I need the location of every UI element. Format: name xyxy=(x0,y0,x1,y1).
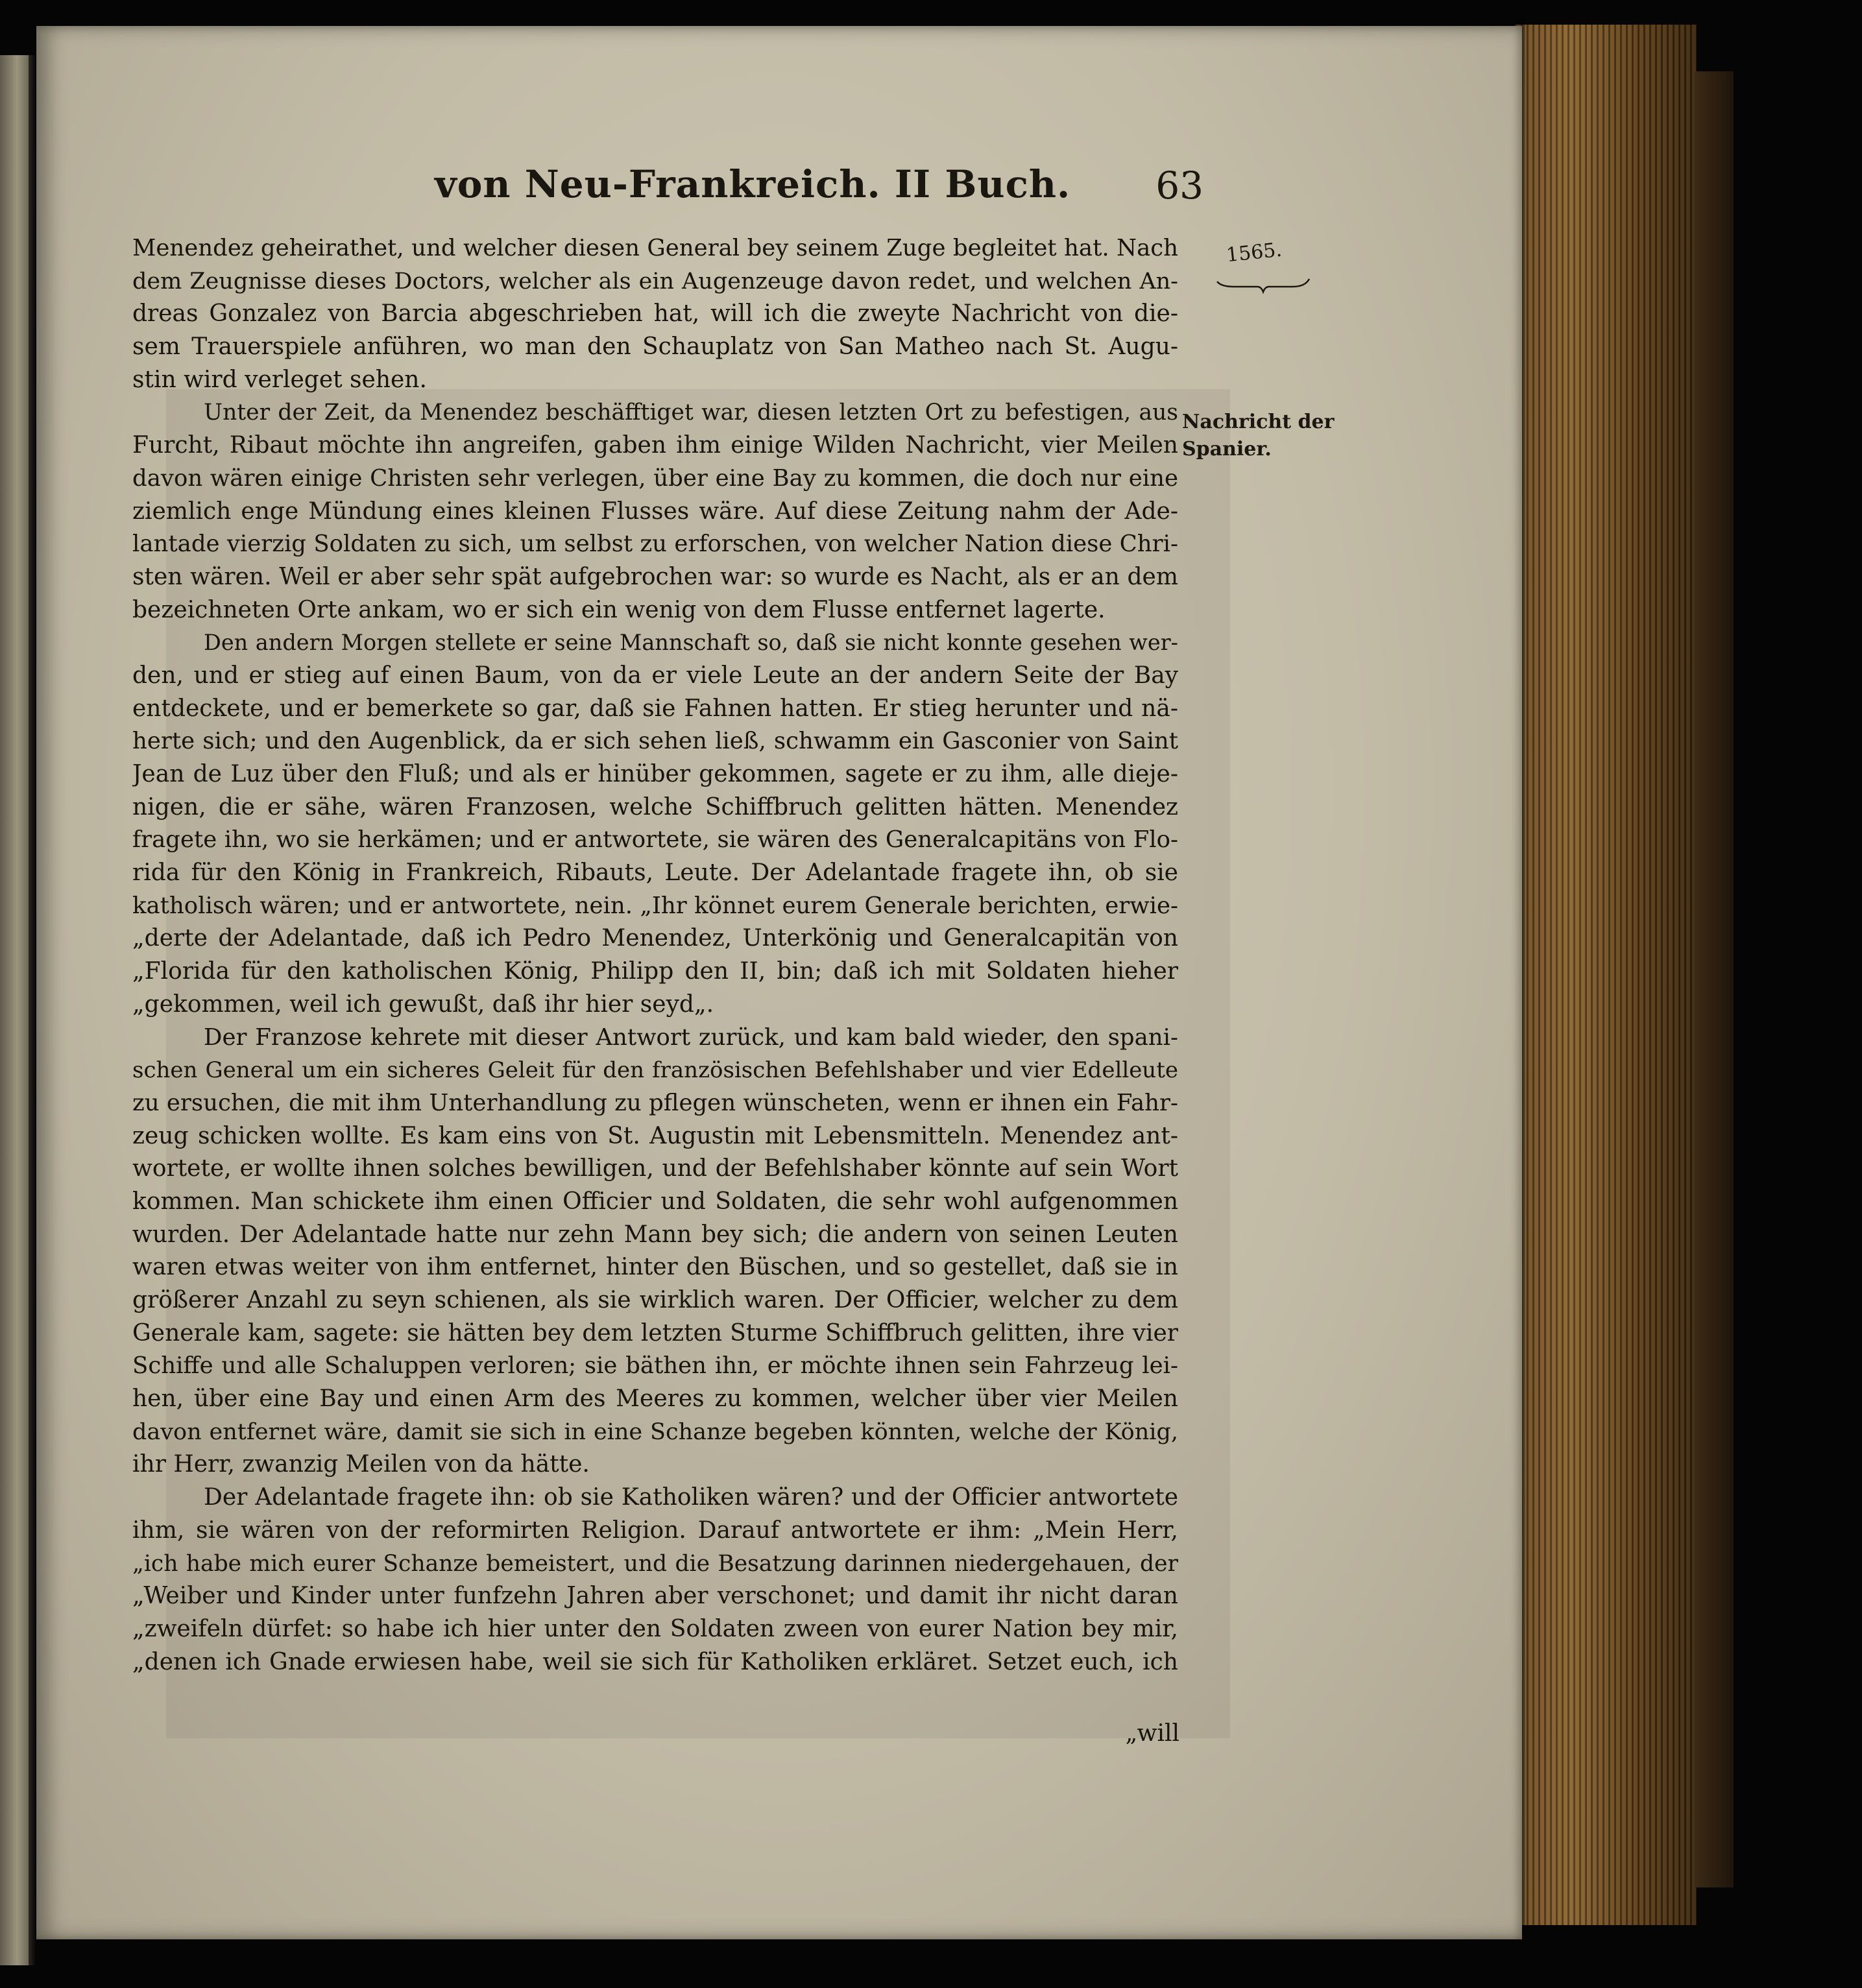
text-line: wurden. Der Adelantade hatte nur zehn Mann bey sich; die andern von seinen Leuten xyxy=(132,1221,1178,1248)
text-line: ihm, sie wären von der reformirten Religion. Darauf antwortete er ihm: „Mein Herr, xyxy=(132,1516,1178,1544)
text-line: kommen. Man schickete ihm einen Officier und Soldaten, die sehr wohl aufgenommen xyxy=(132,1188,1178,1215)
text-line: schen General um ein sicheres Geleit für den französischen Befehlshaber und vier Edelleute xyxy=(132,1057,1178,1084)
text-line: den, und er stieg auf einen Baum, von da er viele Leute an der andern Seite der Bay xyxy=(132,662,1178,689)
catchword: „will xyxy=(1125,1720,1179,1747)
text-line: dreas Gonzalez von Barcia abgeschrieben hat, will ich die zweyte Nachricht von die- xyxy=(132,300,1178,328)
text-line: zu ersuchen, die mit ihm Unterhandlung zu pflegen wünscheten, wenn er ihnen ein Fahr- xyxy=(132,1089,1178,1116)
brace-ornament xyxy=(1215,272,1312,298)
text-line: ihr Herr, zwanzig Meilen von da hätte. xyxy=(132,1451,590,1478)
text-line: „ich habe mich eurer Schanze bemeistert, und die Besatzung darinnen niedergehauen, der xyxy=(132,1550,1178,1577)
text-line: sem Trauerspiele anführen, wo man den Schauplatz von San Matheo nach St. Augu- xyxy=(132,333,1178,361)
text-line: zeug schicken wollte. Es kam eins von St. Augustin mit Lebensmitteln. Menendez ant- xyxy=(132,1122,1178,1149)
text-line: „zweifeln dürfet: so habe ich hier unter den Soldaten zween von eurer Nation bey mir, xyxy=(132,1615,1178,1642)
body-text xyxy=(132,232,1178,1679)
text-line: Den andern Morgen stellete er seine Mannschaft so, daß sie nicht konnte gesehen wer- xyxy=(204,630,1178,656)
page-number: 63 xyxy=(1155,163,1203,208)
text-line: Schiffe und alle Schaluppen verloren; sie bäthen ihn, er möchte ihnen sein Fahrzeug lei- xyxy=(132,1352,1178,1380)
text-line: Der Adelantade fragete ihn: ob sie Katholiken wären? und der Officier antwortete xyxy=(204,1484,1178,1511)
text-line: Der Franzose kehrete mit dieser Antwort zurück, und kam bald wieder, den spani- xyxy=(204,1024,1178,1051)
text-line: davon entfernet wäre, damit sie sich in eine Schanze begeben könnten, welche der König, xyxy=(132,1419,1178,1445)
book-cover xyxy=(1695,71,1734,1887)
text-line: fragete ihn, wo sie herkämen; und er antwortete, sie wären des Generalcapitäns von Flo- xyxy=(132,826,1178,854)
text-line: davon wären einige Christen sehr verlegen, über eine Bay zu kommen, die doch nur eine xyxy=(132,464,1178,492)
text-line: waren etwas weiter von ihm entfernet, hinter den Büschen, und so gestellet, daß sie in xyxy=(132,1254,1178,1281)
text-line: „denen ich Gnade erwiesen habe, weil sie sich für Katholiken erkläret. Setzet euch, ich xyxy=(132,1648,1178,1675)
text-line: sten wären. Weil er aber sehr spät aufgebrochen war: so wurde es Nacht, als er an dem xyxy=(132,563,1178,590)
text-line: Furcht, Ribaut möchte ihn angreifen, gaben ihm einige Wilden Nachricht, vier Meilen xyxy=(132,432,1178,459)
text-line: nigen, die er sähe, wären Franzosen, welche Schiffbruch gelitten hätten. Menendez xyxy=(132,793,1178,820)
margin-year: 1565. xyxy=(1225,238,1283,267)
book-page-block xyxy=(1515,25,1697,1925)
margin-note-line: Nachricht der xyxy=(1182,411,1335,433)
text-line: Unter der Zeit, da Menendez beschäfftiget war, diesen letzten Ort zu befestigen, aus xyxy=(204,400,1178,426)
text-line: Generale kam, sagete: sie hätten bey dem letzten Sturme Schiffbruch gelitten, ihre vier xyxy=(132,1319,1178,1347)
text-line: Menendez geheirathet, und welcher diesen General bey seinem Zuge begleitet hat. Nach xyxy=(132,235,1178,261)
text-line: wortete, er wollte ihnen solches bewilligen, und der Befehlshaber könnte auf sein Wort xyxy=(132,1155,1178,1182)
text-line: ziemlich enge Mündung eines kleinen Flusses wäre. Auf diese Zeitung nahm der Ade- xyxy=(132,497,1178,525)
text-line: „Florida für den katholischen König, Philipp den II, bin; daß ich mit Soldaten hieher xyxy=(132,958,1178,985)
margin-note xyxy=(1182,409,1338,463)
text-line: katholisch wären; und er antwortete, nein. „Ihr könnet eurem Generale berichten, erwie- xyxy=(132,892,1178,919)
text-line: rida für den König in Frankreich, Ribauts, Leute. Der Adelantade fragete ihn, ob sie xyxy=(132,859,1178,887)
facing-page-edge xyxy=(0,55,29,1965)
gutter-shadow xyxy=(29,55,35,1965)
running-title: von Neu-Frankreich. II Buch. xyxy=(435,162,1071,206)
text-line: dem Zeugnisse dieses Doctors, welcher als ein Augenzeuge davon redet, und welchen An- xyxy=(132,268,1178,294)
text-line: „Weiber und Kinder unter funfzehn Jahren aber verschonet; und damit ihr nicht daran xyxy=(132,1583,1178,1610)
text-line: herte sich; und den Augenblick, da er sich sehen ließ, schwamm ein Gasconier von Saint xyxy=(132,728,1178,755)
text-line: bezeichneten Orte ankam, wo er sich ein wenig von dem Flusse entfernet lagerte. xyxy=(132,596,1106,623)
margin-note-line: Spanier. xyxy=(1182,438,1272,461)
text-line: stin wird verleget sehen. xyxy=(132,366,427,393)
text-line: entdeckete, und er bemerkete so gar, daß sie Fahnen hatten. Er stieg herunter und nä- xyxy=(132,695,1178,722)
text-line: hen, über eine Bay und einen Arm des Meeres zu kommen, welcher über vier Meilen xyxy=(132,1385,1178,1413)
text-line: Jean de Luz über den Fluß; und als er hinüber gekommen, sagete er zu ihm, alle dieje- xyxy=(132,761,1178,787)
text-line: größerer Anzahl zu seyn schienen, als sie wirklich waren. Der Officier, welcher zu dem xyxy=(132,1287,1178,1313)
text-line: „derte der Adelantade, daß ich Pedro Menendez, Unterkönig und Generalcapitän von xyxy=(132,925,1178,952)
text-line: lantade vierzig Soldaten zu sich, um selbst zu erforschen, von welcher Nation diese Chri- xyxy=(132,531,1178,558)
text-line: „gekommen, weil ich gewußt, daß ihr hier seyd„. xyxy=(132,990,714,1018)
